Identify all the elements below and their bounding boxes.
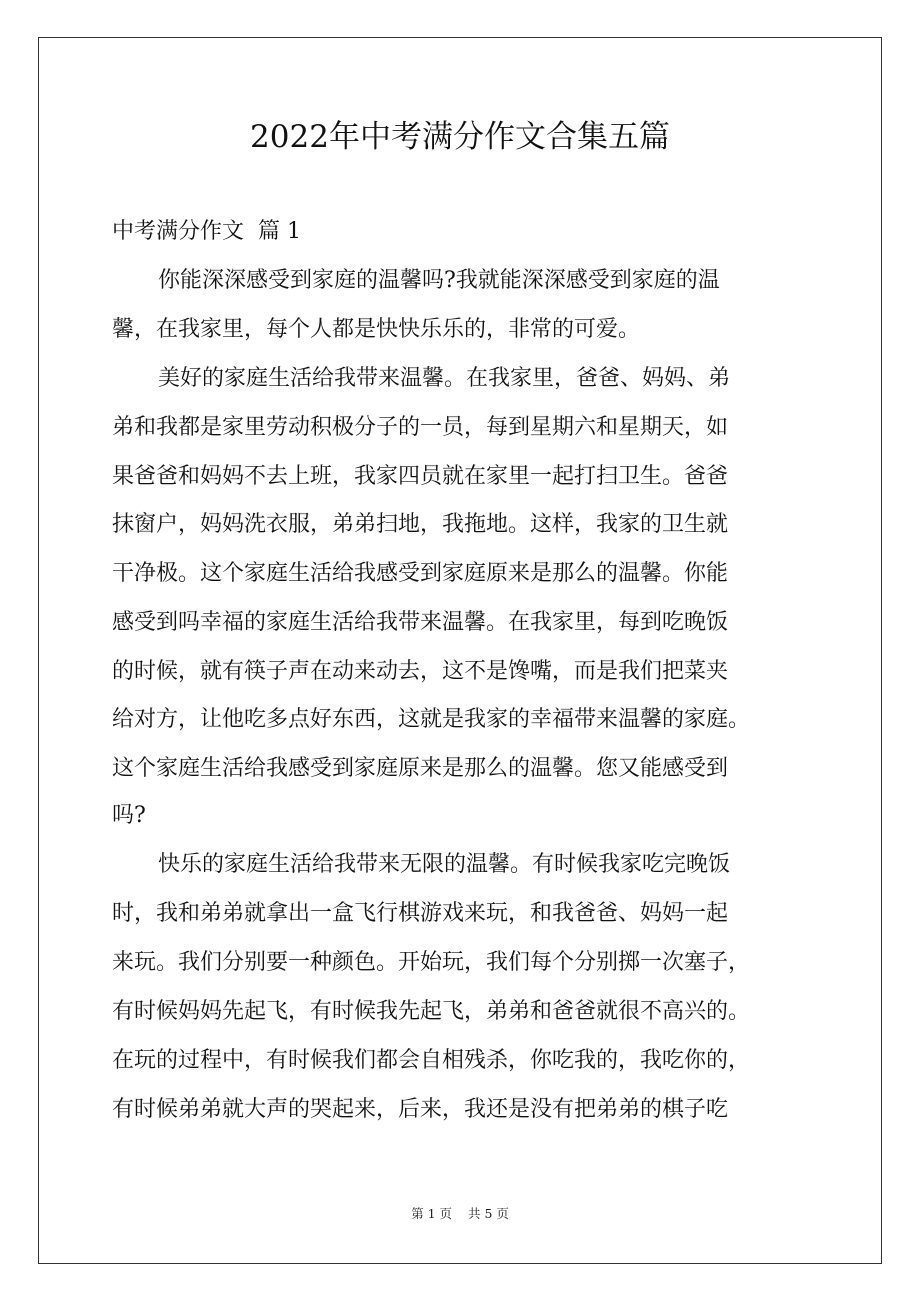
paragraph-line: 来玩。我们分别要一种颜色。开始玩，我们每个分别掷一次塞子，: [112, 950, 751, 975]
paragraph-line: 美好的家庭生活给我带来温馨。在我家里，爸爸、妈妈、弟: [158, 366, 731, 391]
page-number: 第 1 页: [411, 1206, 452, 1221]
paragraph-line: 有时候妈妈先起飞，有时候我先起飞，弟弟和爸爸就很不高兴的。: [112, 999, 751, 1024]
paragraph-line: 弟和我都是家里劳动积极分子的一员，每到星期六和星期天，如: [112, 415, 729, 440]
paragraph-line: 的时候，就有筷子声在动来动去，这不是馋嘴，而是我们把菜夹: [112, 659, 729, 684]
paragraph-line: 有时候弟弟就大声的哭起来，后来，我还是没有把弟弟的棋子吃: [112, 1097, 729, 1122]
paragraph-line: 快乐的家庭生活给我带来无限的温馨。有时候我家吃完晚饭: [158, 852, 731, 877]
paragraph-line: 给对方，让他吃多点好东西，这就是我家的幸福带来温馨的家庭。: [112, 707, 751, 732]
paragraph-line: 馨，在我家里，每个人都是快快乐乐的，非常的可爱。: [112, 317, 641, 342]
paragraph-line: 感受到吗幸福的家庭生活给我带来温馨。在我家里，每到吃晚饭: [112, 610, 729, 635]
paragraph-line: 干净极。这个家庭生活给我感受到家庭原来是那么的温馨。你能: [112, 561, 729, 586]
paragraph-line: 果爸爸和妈妈不去上班，我家四员就在家里一起打扫卫生。爸爸: [112, 464, 729, 489]
document-title: 2022年中考满分作文合集五篇: [250, 119, 670, 155]
paragraph-line: 在玩的过程中，有时候我们都会自相残杀，你吃我的，我吃你的，: [112, 1048, 751, 1073]
paragraph-line: 你能深深感受到家庭的温馨吗?我就能深深感受到家庭的温: [158, 268, 720, 293]
paragraph-line: 抹窗户，妈妈洗衣服，弟弟扫地，我拖地。这样，我家的卫生就: [112, 512, 729, 537]
paragraph-line: 吗?: [112, 803, 146, 828]
page-footer: [0, 1203, 920, 1225]
page-total: 共 5 页: [468, 1206, 509, 1221]
paragraph-line: 这个家庭生活给我感受到家庭原来是那么的温馨。您又能感受到: [112, 756, 729, 781]
section-heading: 中考满分作文 篇 1: [112, 219, 301, 244]
paragraph-line: 时，我和弟弟就拿出一盒飞行棋游戏来玩，和我爸爸、妈妈一起: [112, 901, 729, 926]
